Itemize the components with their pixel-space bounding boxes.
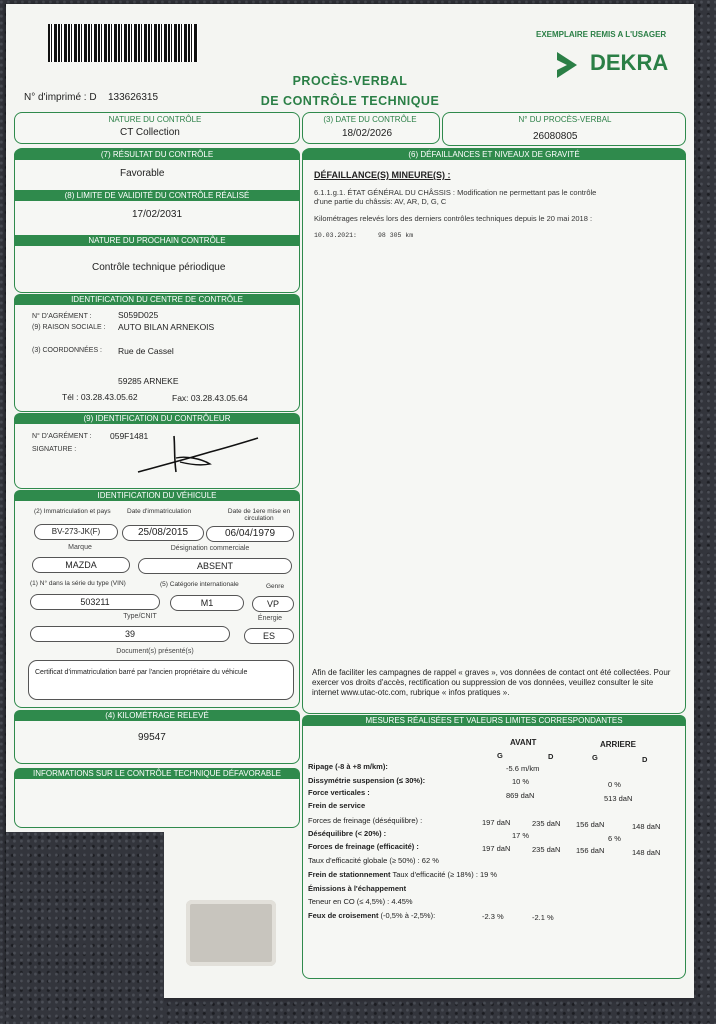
info-title: INFORMATIONS SUR LE CONTRÔLE TECHNIQUE DÉFAVORABLE — [14, 768, 300, 779]
marque-label: Marque — [68, 544, 92, 551]
fe-g-avant: 197 daN — [482, 844, 511, 853]
croisement-d: -2.1 % — [532, 913, 554, 922]
defect-line1: 6.1.1.g.1. ÉTAT GÉNÉRAL DU CHÂSSIS : Modification ne permettant pas le contrôle — [314, 188, 597, 197]
center-title: IDENTIFICATION DU CENTRE DE CONTRÔLE — [14, 294, 300, 305]
torn-corner — [6, 832, 164, 1024]
categorie-label: (5) Catégorie internationale — [160, 581, 239, 588]
dekra-logo-icon — [555, 50, 581, 80]
next-control-title: NATURE DU PROCHAIN CONTRÔLE — [14, 235, 300, 246]
km-title: (4) KILOMÉTRAGE RELEVÉ — [14, 710, 300, 721]
type-field: 39 — [30, 626, 230, 642]
stationnement-value: Taux d'efficacité (≥ 18%) : 19 % — [392, 870, 498, 879]
pv-value: 26080805 — [533, 131, 578, 142]
date-value: 18/02/2026 — [342, 128, 393, 139]
validity-title: (8) LIMITE DE VALIDITÉ DU CONTRÔLE RÉALISÉ — [14, 190, 300, 201]
avant-g: G — [497, 751, 503, 760]
privacy-notice: Afin de faciliter les campagnes de rappel « graves », vos données de contact ont été collectées. Pour exercer vos droits d'accès, rectification ou suppression de vos données, veuillez consulter le site internet www.utac-otc.com, rubrique « infos pratiques ». — [312, 668, 671, 697]
result-title: (7) RÉSULTAT DU CONTRÔLE — [14, 149, 300, 160]
fe-d-avant: 235 daN — [532, 845, 561, 854]
center-raison: AUTO BILAN ARNEKOIS — [118, 322, 215, 332]
categorie-field: M1 — [170, 595, 244, 611]
security-hologram — [186, 900, 276, 966]
immat-date-field: 25/08/2015 — [122, 525, 204, 541]
fe-d-arriere: 148 daN — [632, 848, 661, 857]
energie-label: Énergie — [257, 615, 283, 622]
center-tel: Tél : 03.28.43.05.62 — [62, 392, 138, 402]
arriere-g: G — [592, 753, 598, 762]
documents-label: Document(s) présenté(s) — [116, 648, 194, 655]
dekra-logo — [555, 50, 581, 85]
controller-agrement: 059F1481 — [110, 431, 149, 441]
barcode — [48, 24, 198, 62]
avant-header: AVANT — [510, 738, 537, 747]
genre-field: VP — [252, 596, 294, 612]
center-agrement-label: N° D'AGRÉMENT : — [32, 313, 92, 320]
desequ-arriere: 6 % — [608, 834, 621, 843]
controller-title: (9) IDENTIFICATION DU CONTRÔLEUR — [14, 413, 300, 424]
stationnement-label: Frein de stationnement — [308, 870, 391, 879]
center-raison-label: (9) RAISON SOCIALE : — [32, 324, 106, 331]
dissym-avant: 10 % — [512, 777, 530, 786]
marque-field: MAZDA — [32, 557, 130, 573]
first-use-label: Date de 1ere mise en circulation — [227, 508, 291, 522]
force-vert-avant: 869 daN — [506, 791, 535, 800]
center-street: Rue de Cassel — [118, 346, 174, 356]
force-vert-label: Force verticales : — [308, 788, 370, 797]
brand-name: DEKRA — [590, 50, 669, 75]
ripage-value: -5.6 m/km — [506, 764, 540, 773]
documents-value: Certificat d'immatriculation barré par l'ancien propriétaire du véhicule — [35, 669, 248, 676]
croisement-range: (-0,5% à -2,5%): — [380, 911, 436, 920]
defects-box — [302, 148, 686, 714]
immat-label: (2) Immatriculation et pays — [34, 508, 111, 515]
fd-g-arriere: 156 daN — [576, 820, 605, 829]
frein-service-label: Frein de service — [308, 801, 366, 810]
fd-d-avant: 235 daN — [532, 819, 561, 828]
km-history-date: 10.03.2021: — [314, 232, 357, 239]
controller-agrement-label: N° D'AGRÉMENT : — [32, 433, 92, 440]
measures-title: MESURES RÉALISÉES ET VALEURS LIMITES CORRESPONDANTES — [302, 715, 686, 726]
fd-g-avant: 197 daN — [482, 818, 511, 827]
designation-label: Désignation commerciale — [170, 545, 250, 552]
print-number: 133626315 — [108, 92, 159, 103]
avant-d: D — [548, 752, 554, 761]
eff-label: Forces de freinage (efficacité) : — [308, 842, 419, 851]
validity-value: 17/02/2031 — [132, 209, 183, 220]
vin-field: 503211 — [30, 594, 160, 610]
dissym-label: Dissymétrie suspension (≤ 30%): — [308, 776, 426, 785]
next-control-value: Contrôle technique périodique — [92, 262, 226, 273]
fd-d-arriere: 148 daN — [632, 822, 661, 831]
desequ-forces-label: Forces de freinage (déséquilibre) : — [308, 816, 423, 825]
croisement-label: Feux de croisement — [308, 911, 379, 920]
dissym-arriere: 0 % — [608, 780, 621, 789]
vin-label: (1) N° dans la série du type (VIN) — [30, 580, 126, 587]
documents-field — [28, 660, 294, 700]
defects-title: (6) DÉFAILLANCES ET NIVEAUX DE GRAVITÉ — [302, 149, 686, 160]
center-fax: Fax: 03.28.43.05.64 — [172, 393, 248, 403]
designation-field: ABSENT — [138, 558, 292, 574]
force-vert-arriere: 513 daN — [604, 794, 633, 803]
result-value: Favorable — [120, 168, 165, 179]
km-value: 99547 — [138, 732, 166, 743]
emissions-label: Émissions à l'échappement — [308, 884, 407, 893]
first-use-field: 06/04/1979 — [206, 526, 294, 542]
type-label: Type/CNIT — [123, 613, 157, 620]
vehicle-title: IDENTIFICATION DU VÉHICULE — [14, 490, 300, 501]
fe-g-arriere: 156 daN — [576, 846, 605, 855]
print-number-label: N° d'imprimé : D — [24, 92, 97, 103]
defects-heading: DÉFAILLANCE(S) MINEURE(S) : — [314, 170, 451, 180]
pv-title: N° DU PROCÈS-VERBAL — [518, 115, 612, 124]
taux-global: Taux d'efficacité globale (≥ 50%) : 62 % — [308, 856, 439, 865]
desequ-label: Déséquilibre (< 20%) : — [308, 829, 387, 838]
copy-label: EXEMPLAIRE REMIS A L'USAGER — [536, 30, 667, 39]
km-history-value: 98 305 km — [378, 232, 414, 239]
co-value: Teneur en CO (≤ 4,5%) : 4.45% — [308, 897, 413, 906]
arriere-header: ARRIERE — [600, 740, 637, 749]
croisement-g: -2.3 % — [482, 912, 504, 921]
signature-label: SIGNATURE : — [32, 446, 77, 453]
center-agrement: S059D025 — [118, 310, 159, 320]
center-coord-label: (3) COORDONNÉES : — [32, 347, 103, 354]
page-title-line2: DE CONTRÔLE TECHNIQUE — [260, 94, 440, 108]
immat-field: BV-273-JK(F) — [34, 524, 118, 540]
ripage-label: Ripage (-8 à +8 m/km): — [308, 762, 388, 771]
km-history-text: Kilométrages relevés lors des derniers contrôles techniques depuis le 20 mai 2018 : — [314, 214, 593, 223]
date-title: (3) DATE DU CONTRÔLE — [323, 115, 417, 124]
page-title-line1: PROCÈS-VERBAL — [292, 74, 408, 88]
nature-value: CT Collection — [120, 127, 180, 138]
nature-title: NATURE DU CONTRÔLE — [108, 115, 202, 124]
desequ-avant: 17 % — [512, 831, 530, 840]
arriere-d: D — [642, 755, 648, 764]
defect-line2: d'une partie du châssis: AV, AR, D, G, C — [314, 197, 447, 206]
signature — [130, 428, 270, 478]
genre-label: Genre — [266, 583, 285, 590]
energie-field: ES — [244, 628, 294, 644]
immat-date-label: Date d'immatriculation — [127, 508, 192, 515]
center-city: 59285 ARNEKE — [118, 376, 179, 386]
